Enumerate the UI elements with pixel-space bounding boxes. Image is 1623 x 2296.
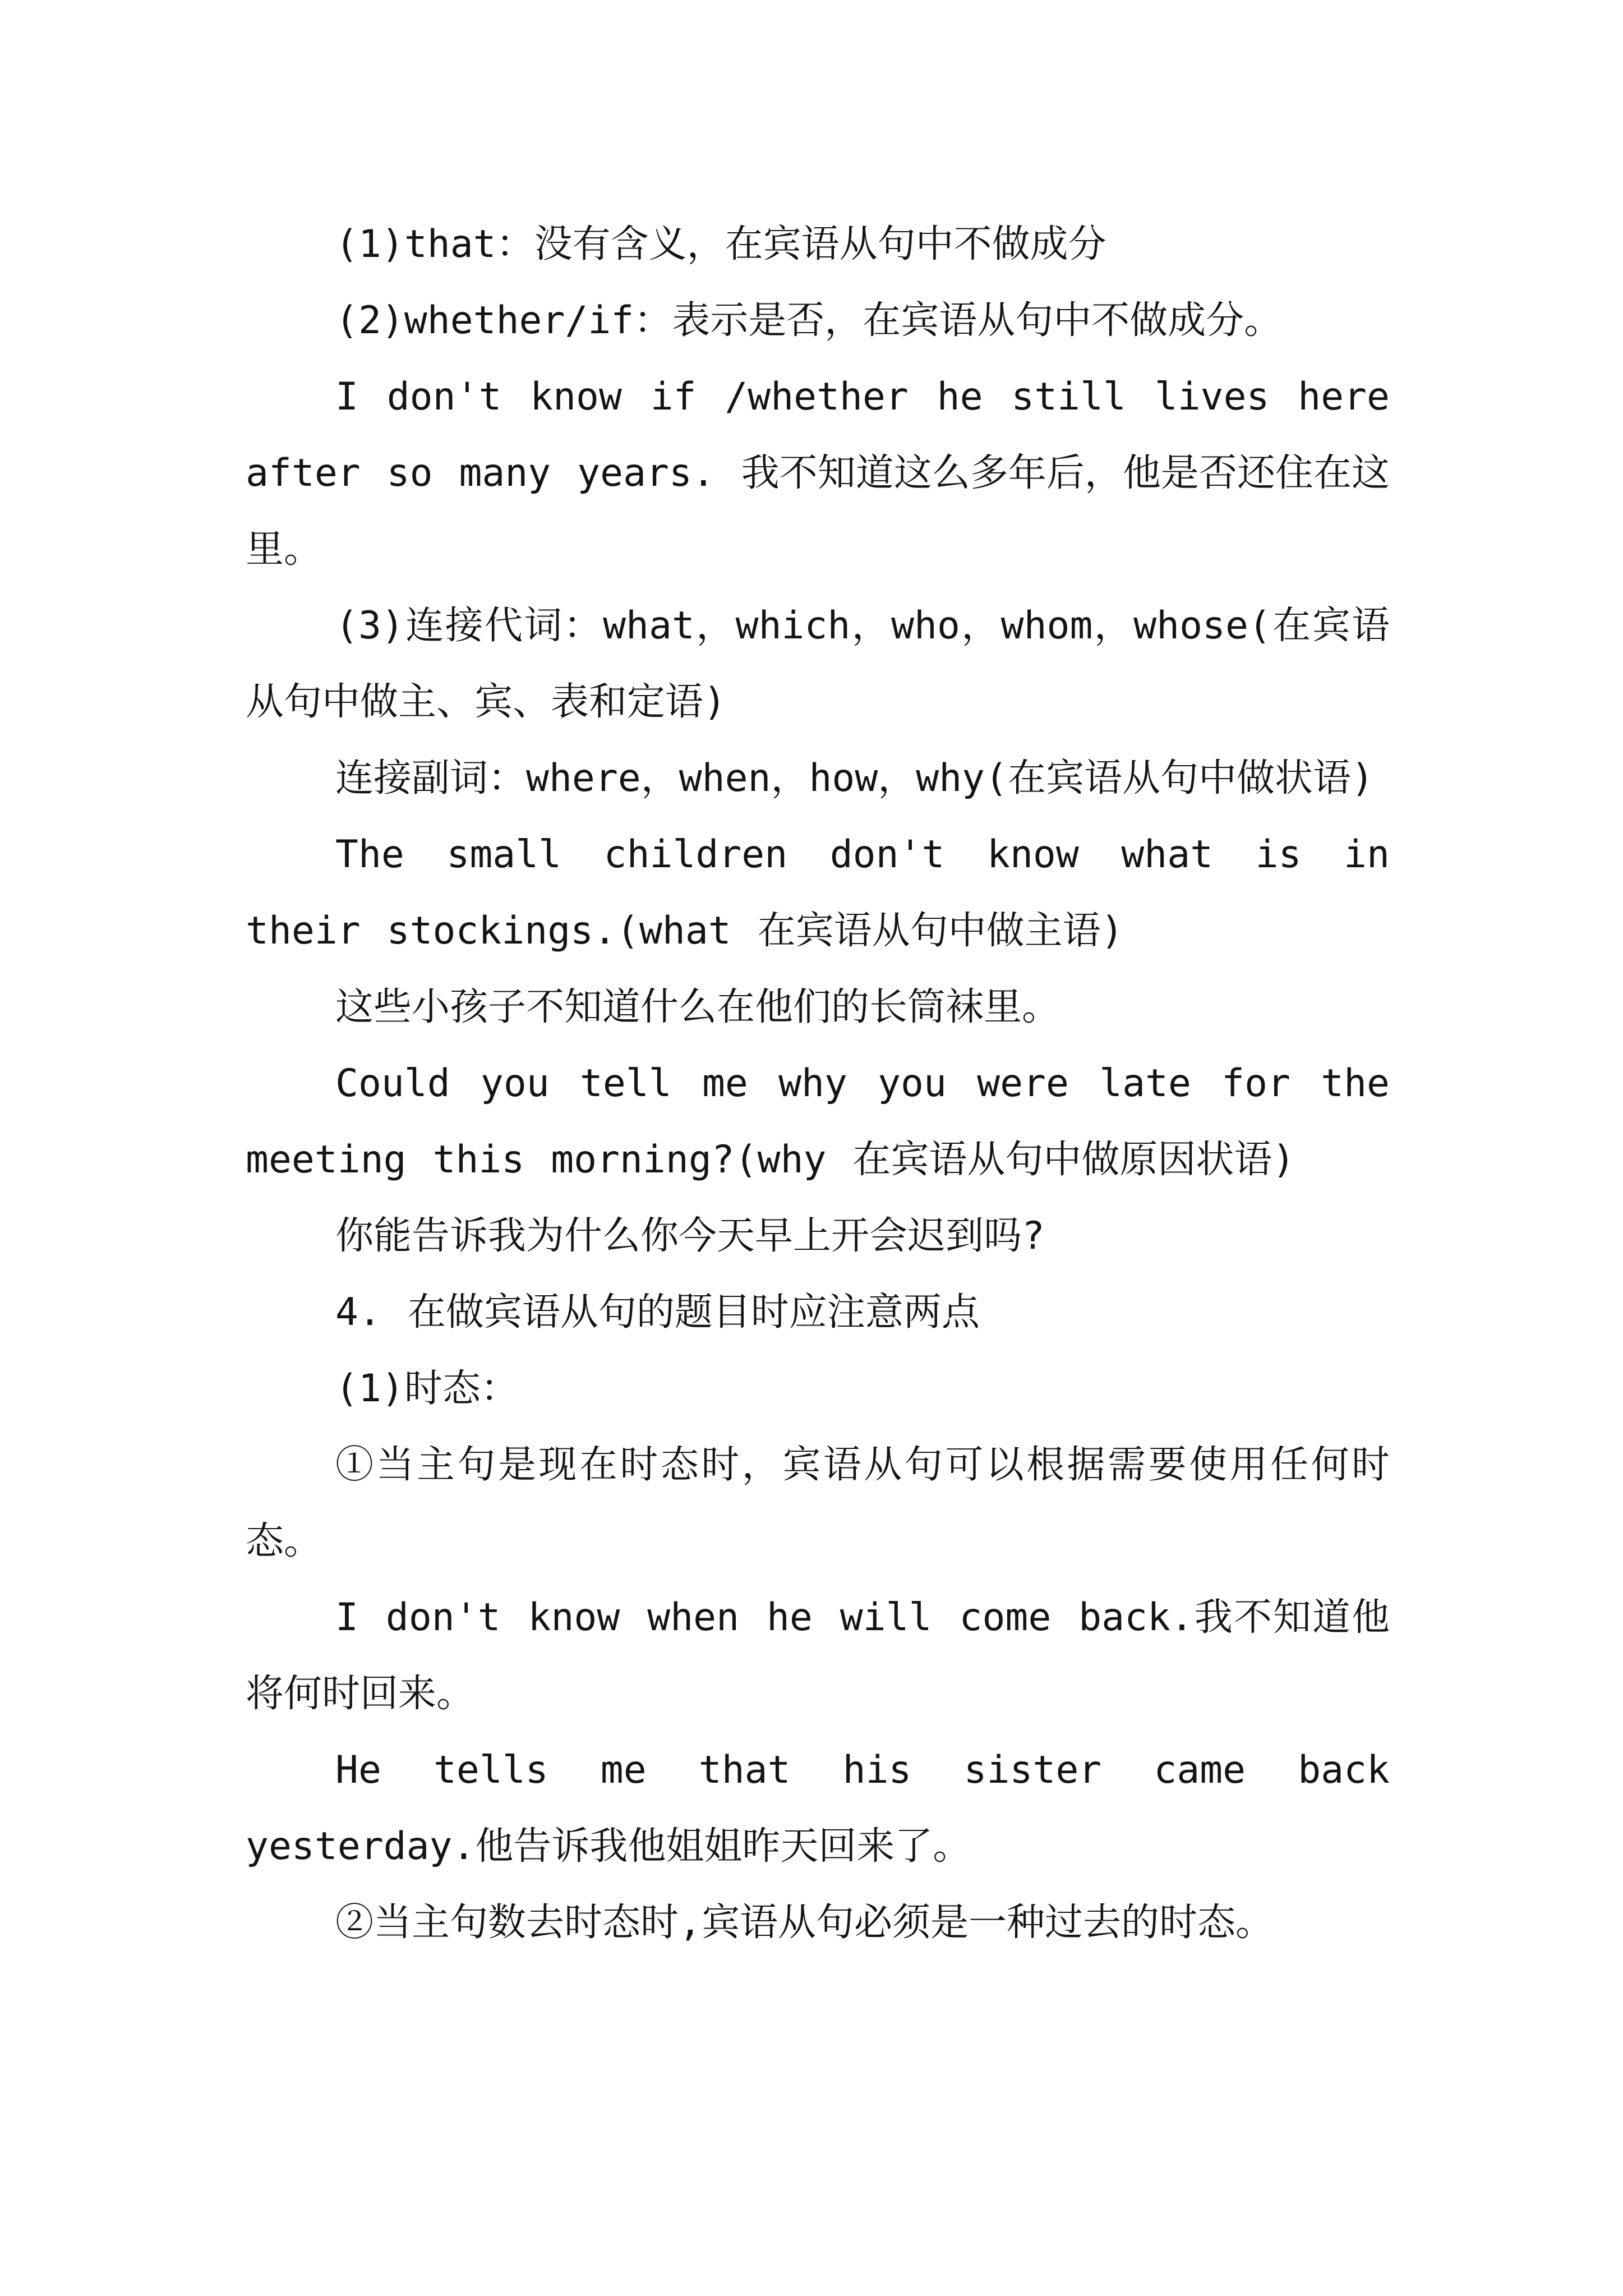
paragraph-that: (1)that：没有含义，在宾语从句中不做成分 — [335, 222, 1106, 266]
paragraph-example-why: Could you tell me why you were late for the meeting this morning?(why 在宾语从句中做原因状语) — [246, 1061, 1390, 1182]
rule-past-tense: ②当主句数去时态时,宾语从句必须是一种过去的时态。 — [335, 1901, 1274, 1945]
paragraph-example-what: The small children don't know what is in their stockings.(what 在宾语从句中做主语) — [246, 832, 1390, 953]
paragraph-example-sister: He tells me that his sister came back yesterday.他告诉我他姐姐昨天回来了。 — [246, 1748, 1390, 1869]
paragraph-connective-adverbs: 连接副词：where，when，how，why(在宾语从句中做状语) — [335, 756, 1374, 800]
section-heading-two-points: 4. 在做宾语从句的题目时应注意两点 — [335, 1290, 980, 1335]
subheading-tense: (1)时态： — [335, 1366, 519, 1411]
paragraph-example-if-whether: I don't know if /whether he still lives here after so many years. 我不知道这么多年后，他是否还住在这里。 — [246, 375, 1390, 572]
paragraph-whether-if: (2)whether/if：表示是否，在宾语从句中不做成分。 — [335, 298, 1283, 343]
paragraph-example-when: I don't know when he will come back.我不知道他将何时回来。 — [246, 1595, 1390, 1716]
paragraph-translation-why: 你能告诉我为什么你今天早上开会迟到吗? — [335, 1214, 1045, 1258]
rule-present-tense: ①当主句是现在时态时，宾语从句可以根据需要使用任何时态。 — [246, 1443, 1390, 1563]
paragraph-translation-what: 这些小孩子不知道什么在他们的长筒袜里。 — [335, 985, 1061, 1029]
document-body — [246, 206, 1390, 1961]
paragraph-connective-pronouns: (3)连接代词：what，which，who，whom，whose(在宾语从句中做主、宾、表和定语) — [246, 604, 1390, 724]
